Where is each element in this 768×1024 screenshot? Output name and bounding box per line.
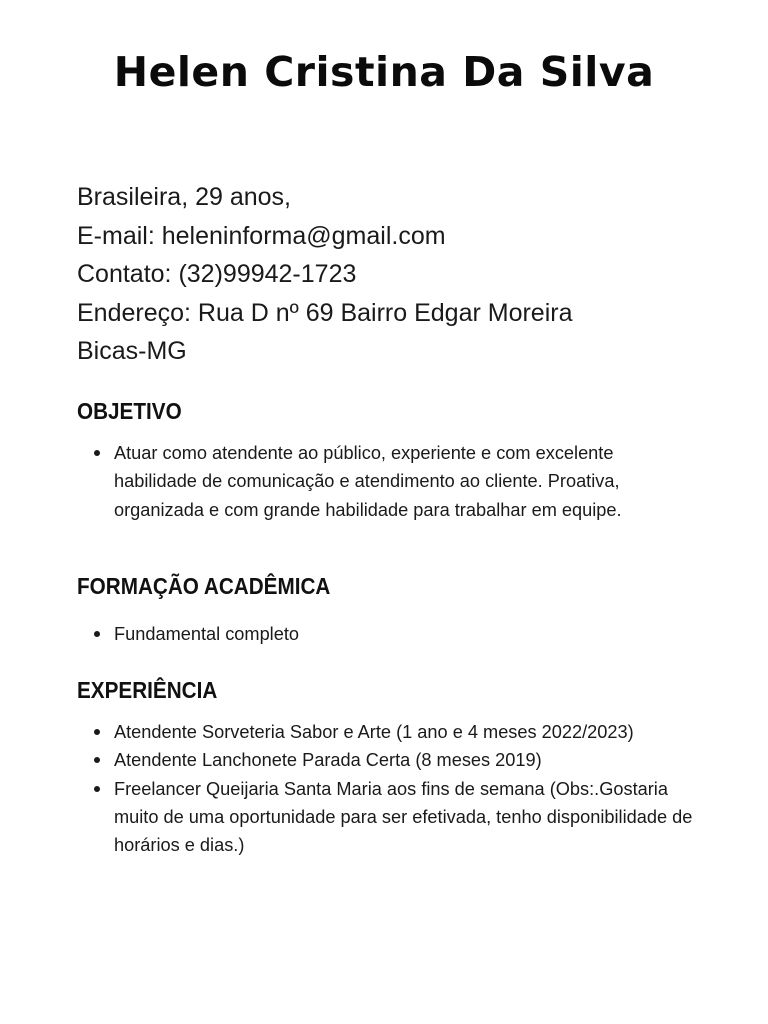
- city-line: Bicas-MG: [77, 337, 187, 365]
- candidate-name: Helen Cristina Da Silva: [113, 48, 655, 96]
- nationality-age: Brasileira, 29 anos,: [77, 183, 292, 211]
- list-item: [77, 620, 697, 648]
- email-line: E-mail: heleninforma@gmail.com: [77, 221, 446, 250]
- bullet-icon: [94, 631, 100, 637]
- list-item-text: Atuar como atendente ao público, experiente e com excelente habilidade de comunicação e atendimento ao cliente. Proativa, organizada e com grande habilidade para trabalhar em equipe.: [114, 443, 622, 520]
- experiencia-list: [77, 718, 697, 859]
- list-item: [77, 746, 697, 774]
- list-item-text: Freelancer Queijaria Santa Maria aos fins de semana (Obs:.Gostaria muito de uma oportunidade para ser efetivada, tenho disponibilidade de horários e dias.): [114, 778, 693, 856]
- address-line: Endereço: Rua D nº 69 Bairro Edgar Moreira: [77, 298, 573, 327]
- bullet-icon: [94, 757, 100, 763]
- bullet-icon: [94, 729, 100, 735]
- bullet-icon: [94, 450, 100, 456]
- list-item: [77, 718, 697, 746]
- section-title-formacao: FORMAÇÃO ACADÊMICA: [77, 573, 331, 599]
- contact-info: [77, 178, 717, 371]
- section-title-experiencia: EXPERIÊNCIA: [77, 677, 218, 703]
- list-item: [77, 439, 697, 524]
- bullet-icon: [94, 786, 100, 792]
- list-item: [77, 775, 697, 860]
- list-item-text: Atendente Sorveteria Sabor e Arte (1 ano e 4 meses 2022/2023): [114, 722, 634, 742]
- section-title-objetivo: OBJETIVO: [77, 398, 182, 424]
- phone-line: Contato: (32)99942-1723: [77, 260, 357, 288]
- objetivo-list: [77, 439, 697, 524]
- list-item-text: Fundamental completo: [114, 624, 300, 644]
- list-item-text: Atendente Lanchonete Parada Certa (8 meses 2019): [114, 750, 542, 771]
- formacao-list: [77, 620, 697, 648]
